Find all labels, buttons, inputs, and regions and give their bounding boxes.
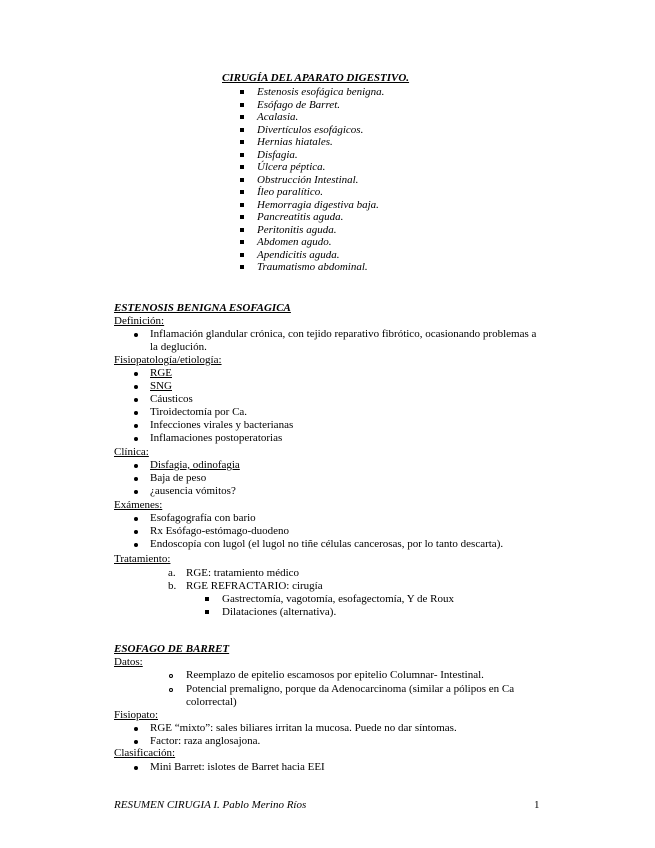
square-bullet-icon — [240, 153, 244, 157]
bullet-icon — [134, 766, 138, 770]
list-item: Infecciones virales y bacterianas — [150, 419, 294, 431]
square-bullet-icon — [240, 165, 244, 169]
square-bullet-icon — [240, 178, 244, 182]
bullet-icon — [134, 740, 138, 744]
square-bullet-icon — [240, 128, 244, 132]
bullet-icon — [134, 424, 138, 428]
square-bullet-icon — [240, 115, 244, 119]
square-bullet-icon — [240, 240, 244, 244]
list-item: Baja de peso — [150, 472, 207, 484]
bullet-icon — [134, 411, 138, 415]
list-item: Gastrectomía, vagotomía, esofagectomía, Y de Roux — [222, 593, 454, 605]
square-bullet-icon — [240, 203, 244, 207]
subsection-label: Tratamiento: — [114, 553, 171, 565]
list-item: Dilataciones (alternativa). — [222, 606, 337, 618]
list-item: RGE REFRACTARIO: cirugía — [186, 580, 323, 592]
square-bullet-icon — [240, 190, 244, 194]
list-item-continuation: colorrectal) — [186, 696, 237, 708]
list-item: SNG — [150, 380, 173, 392]
square-bullet-icon — [240, 228, 244, 232]
circle-bullet-icon — [169, 674, 173, 678]
subsection-label: Fisiopatología/etiología: — [114, 354, 222, 366]
list-item: Potencial premaligno, porque da Adenocarcinoma (similar a pólipos en Ca — [186, 683, 515, 695]
list-item: Inflamación glandular crónica, con tejido reparativo fibrótico, ocasionando problemas a — [150, 328, 537, 340]
footer-text: RESUMEN CIRUGIA I. Pablo Merino Ríos — [114, 799, 307, 811]
subsection-label: Fisiopato: — [114, 709, 159, 721]
square-bullet-icon — [240, 140, 244, 144]
list-marker: b. — [168, 580, 177, 592]
bullet-icon — [134, 477, 138, 481]
bullet-icon — [134, 517, 138, 521]
list-item-continuation: la deglución. — [150, 341, 207, 353]
list-item: RGE “mixto”: sales biliares irritan la mucosa. Puede no dar síntomas. — [150, 722, 457, 734]
bullet-icon — [134, 490, 138, 494]
circle-bullet-icon — [169, 688, 173, 692]
subsection-label: Clasificación: — [114, 747, 176, 759]
bullet-icon — [134, 385, 138, 389]
list-item: Disfagia, odinofagia — [150, 459, 240, 471]
bullet-icon — [134, 437, 138, 441]
bullet-icon — [134, 372, 138, 376]
list-item: Endoscopía con lugol (el lugol no tiñe células cancerosas, por lo tanto descarta). — [150, 538, 504, 550]
list-item: Tiroidectomía por Ca. — [150, 406, 248, 418]
bullet-icon — [134, 727, 138, 731]
list-item: RGE — [150, 367, 172, 379]
square-bullet-icon — [240, 215, 244, 219]
list-item: Reemplazo de epitelio escamosos por epitelio Columnar- Intestinal. — [186, 669, 484, 681]
subsection-label: Definición: — [114, 315, 165, 327]
bullet-icon — [134, 464, 138, 468]
square-bullet-icon — [240, 90, 244, 94]
subsection-label: Datos: — [114, 656, 143, 668]
list-item: Factor: raza anglosajona. — [150, 735, 261, 747]
list-item: RGE: tratamiento médico — [186, 567, 300, 579]
square-bullet-icon — [205, 610, 209, 614]
list-item: Rx Esófago-estómago-duodeno — [150, 525, 289, 537]
list-item: Cáusticos — [150, 393, 193, 405]
list-marker: a. — [168, 567, 176, 579]
subsection-label: Exámenes: — [114, 499, 163, 511]
section-heading: ESOFAGO DE BARRET — [114, 643, 230, 655]
list-item: Mini Barret: islotes de Barret hacia EEI — [150, 761, 325, 773]
subsection-label: Clínica: — [114, 446, 149, 458]
page-number: 1 — [534, 799, 540, 811]
square-bullet-icon — [205, 597, 209, 601]
bullet-icon — [134, 543, 138, 547]
bullet-icon — [134, 530, 138, 534]
square-bullet-icon — [240, 253, 244, 257]
square-bullet-icon — [240, 265, 244, 269]
section-heading: ESTENOSIS BENIGNA ESOFAGICA — [114, 302, 291, 314]
square-bullet-icon — [240, 103, 244, 107]
list-item: ¿ausencia vómitos? — [150, 485, 236, 497]
list-item: Inflamaciones postoperatorias — [150, 432, 283, 444]
list-item: Esofagografía con bario — [150, 512, 256, 524]
bullet-icon — [134, 333, 138, 337]
page-title: CIRUGÍA DEL APARATO DIGESTIVO. — [222, 72, 410, 84]
bullet-icon — [134, 398, 138, 402]
